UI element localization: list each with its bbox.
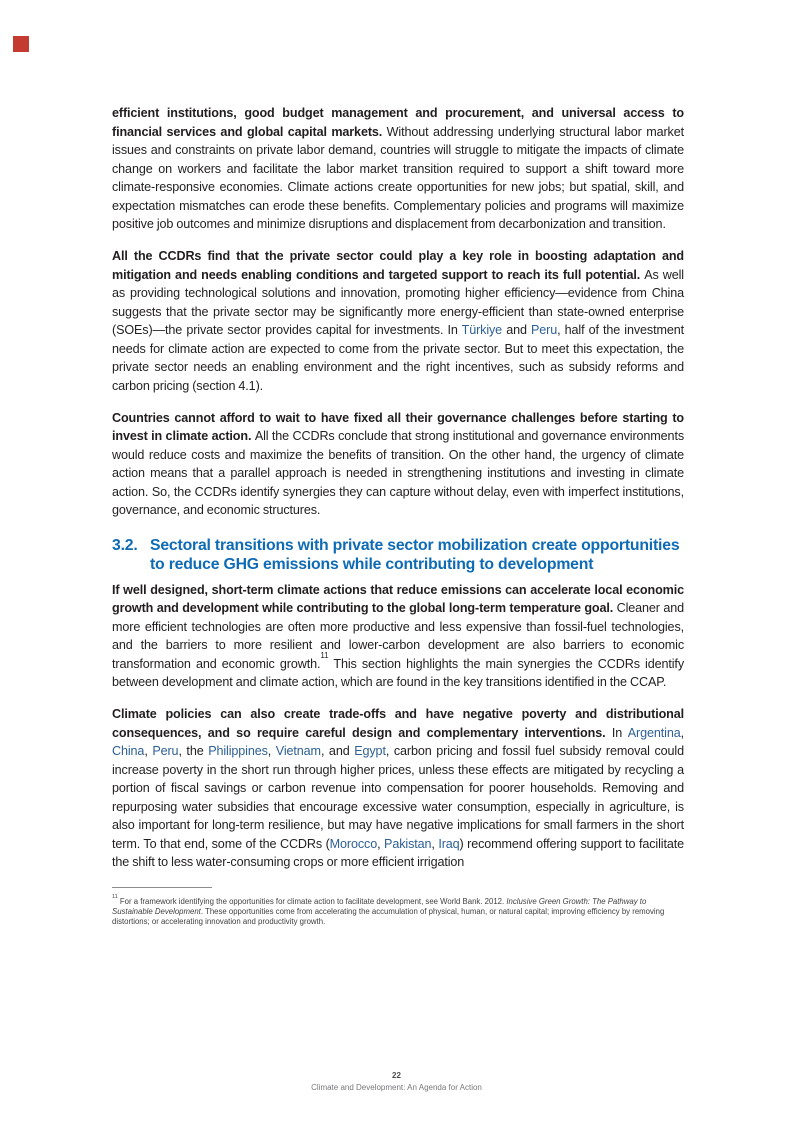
paragraph-text: Without addressing underlying structural labor market issues and constraints on private labor demand, countries will struggle to mitigate the impacts of climate change on workers and facilitate the labor market transition required to support a shift toward more climate-responsive economies. Climate actions create opportunities for new jobs; but spatial, skill, and expectation mismatches can erode these benefits. Complementary policies and programs will maximize positive job outcomes and minimize disruptions and displacement from decarbonization and transition. [112,124,684,231]
paragraph-text: ) recommend offering support to facilitate the shift to less water-consuming crops or more efficient irrigation [112,836,684,869]
paragraph-text: , [680,725,684,740]
paragraph-text: In [611,725,628,740]
paragraph-text: , [267,744,276,758]
paragraph-text: , carbon pricing and fossil fuel subsidy removal could increase poverty in the short run through higher prices, unless these effects are mitigated by recycling a portion of fiscal savings or carbon revenue into compensation for poorer households. Removing and repurposing water subsidies that encourage excessive water consumption, especially in agriculture, is also important for long-term resilience, but may have negative implications for small farmers in the short term. To that end, some of the CCDRs ( [112,744,684,851]
paragraph-text: , half of the investment needs for climate action are expected to come from the private sector. But to meet this expectation, the private sector needs an enabling environment and the right incentives, such as subsidy reforms and carbon pricing (section 4.1). [112,323,684,393]
paragraph-trade-offs [112,705,684,872]
link-morocco[interactable]: Morocco [329,836,378,851]
footnote-text [112,893,684,928]
paragraph-text: and [502,323,531,337]
paragraph-text: All the CCDRs conclude that strong institutional and governance environments would reduce costs and maximize the benefits of transition. On the other hand, the urgency of climate action means that a parallel approach is needed in strengthening institutions and investing in climate action. So, the CCDRs identify synergies they can capture without delay, even with imperfect institutions, governance, and economic structures. [112,429,684,517]
link-philippines[interactable]: Philippines [208,744,268,758]
paragraph-lead-bold: Climate policies can also create trade-offs and have negative poverty and distributional consequences, and so require careful design and complementary interventions. [112,707,684,740]
paragraph-lead-bold: All the CCDRs find that the private sector could play a key role in boosting adaptation and mitigation and needs enabling conditions and targeted support to reach its full potential. [112,249,684,282]
paragraph-text: , [431,836,439,851]
paragraph-text: Cleaner and more efficient technologies are often more productive and less expensive than fossil-fuel technologies, and the barriers to more resilient and lower-carbon development are also barriers to economic transformation and economic growth. [112,601,685,671]
link-argentina[interactable]: Argentina [627,725,681,740]
paragraph-labor-markets [112,104,684,234]
section-title: Sectoral transitions with private sector mobilization create opportunities to reduce GHG emissions while contributing to development [150,536,680,573]
page-content [112,104,684,928]
paragraph-text: , the [178,744,209,758]
link-peru[interactable]: Peru [531,323,558,337]
link-vietnam[interactable]: Vietnam [275,744,321,758]
paragraph-text: This section highlights the main synergies the CCDRs identify between development and climate action, which are found in the key transitions identified in the CCAP. [112,656,684,689]
footnote-body: . These opportunities come from accelerating the accumulation of physical, human, or natural capital; improving efficiency by removing distortions; or accelerating innovation and productivity growth. [112,906,665,927]
paragraph-short-term-actions [112,581,684,692]
link-china[interactable]: China [112,744,145,758]
paragraph-text: As well as providing technological solutions and innovation, promoting higher efficiency—evidence from China suggests that the private sector may be significantly more energy-efficient than state-owned enterprise (SOEs)—the private sector provides capital for investments. In [112,267,684,337]
paragraph-text: , [144,744,153,758]
link-peru-2[interactable]: Peru [152,744,179,758]
page-footer [0,1071,793,1092]
footnote-marker: 11 [112,893,118,900]
footnote-divider [112,887,212,888]
paragraph-text: , and [320,744,355,758]
footnote-body: For a framework identifying the opportunities for climate action to facilitate development, see World Bank. 2012. [117,896,507,906]
footnote-reference[interactable]: 11 [320,651,329,661]
link-iraq[interactable]: Iraq [438,836,460,851]
red-square-marker [13,36,29,52]
section-heading-3-2 [112,536,684,575]
footnote-book-title: Inclusive Green Growth: The Pathway to Sustainable Development [112,896,647,916]
section-number: 3.2. [112,536,138,554]
footer-title: Climate and Development: An Agenda for Action [311,1083,482,1092]
paragraph-governance [112,409,684,520]
paragraph-lead-bold: If well designed, short-term climate actions that reduce emissions can accelerate local economic growth and development while contributing to the global long-term temperature goal. [112,582,684,615]
link-egypt[interactable]: Egypt [354,744,386,758]
link-pakistan[interactable]: Pakistan [384,836,432,851]
paragraph-lead-bold: Countries cannot afford to wait to have fixed all their governance challenges before starting to invest in climate action. [112,410,684,443]
link-turkiye[interactable]: Türkiye [461,323,503,337]
paragraph-private-sector [112,247,684,395]
paragraph-text: , [377,836,385,851]
page-number: 22 [392,1071,401,1080]
paragraph-lead-bold: efficient institutions, good budget management and procurement, and universal access to financial services and global capital markets. [112,106,684,139]
